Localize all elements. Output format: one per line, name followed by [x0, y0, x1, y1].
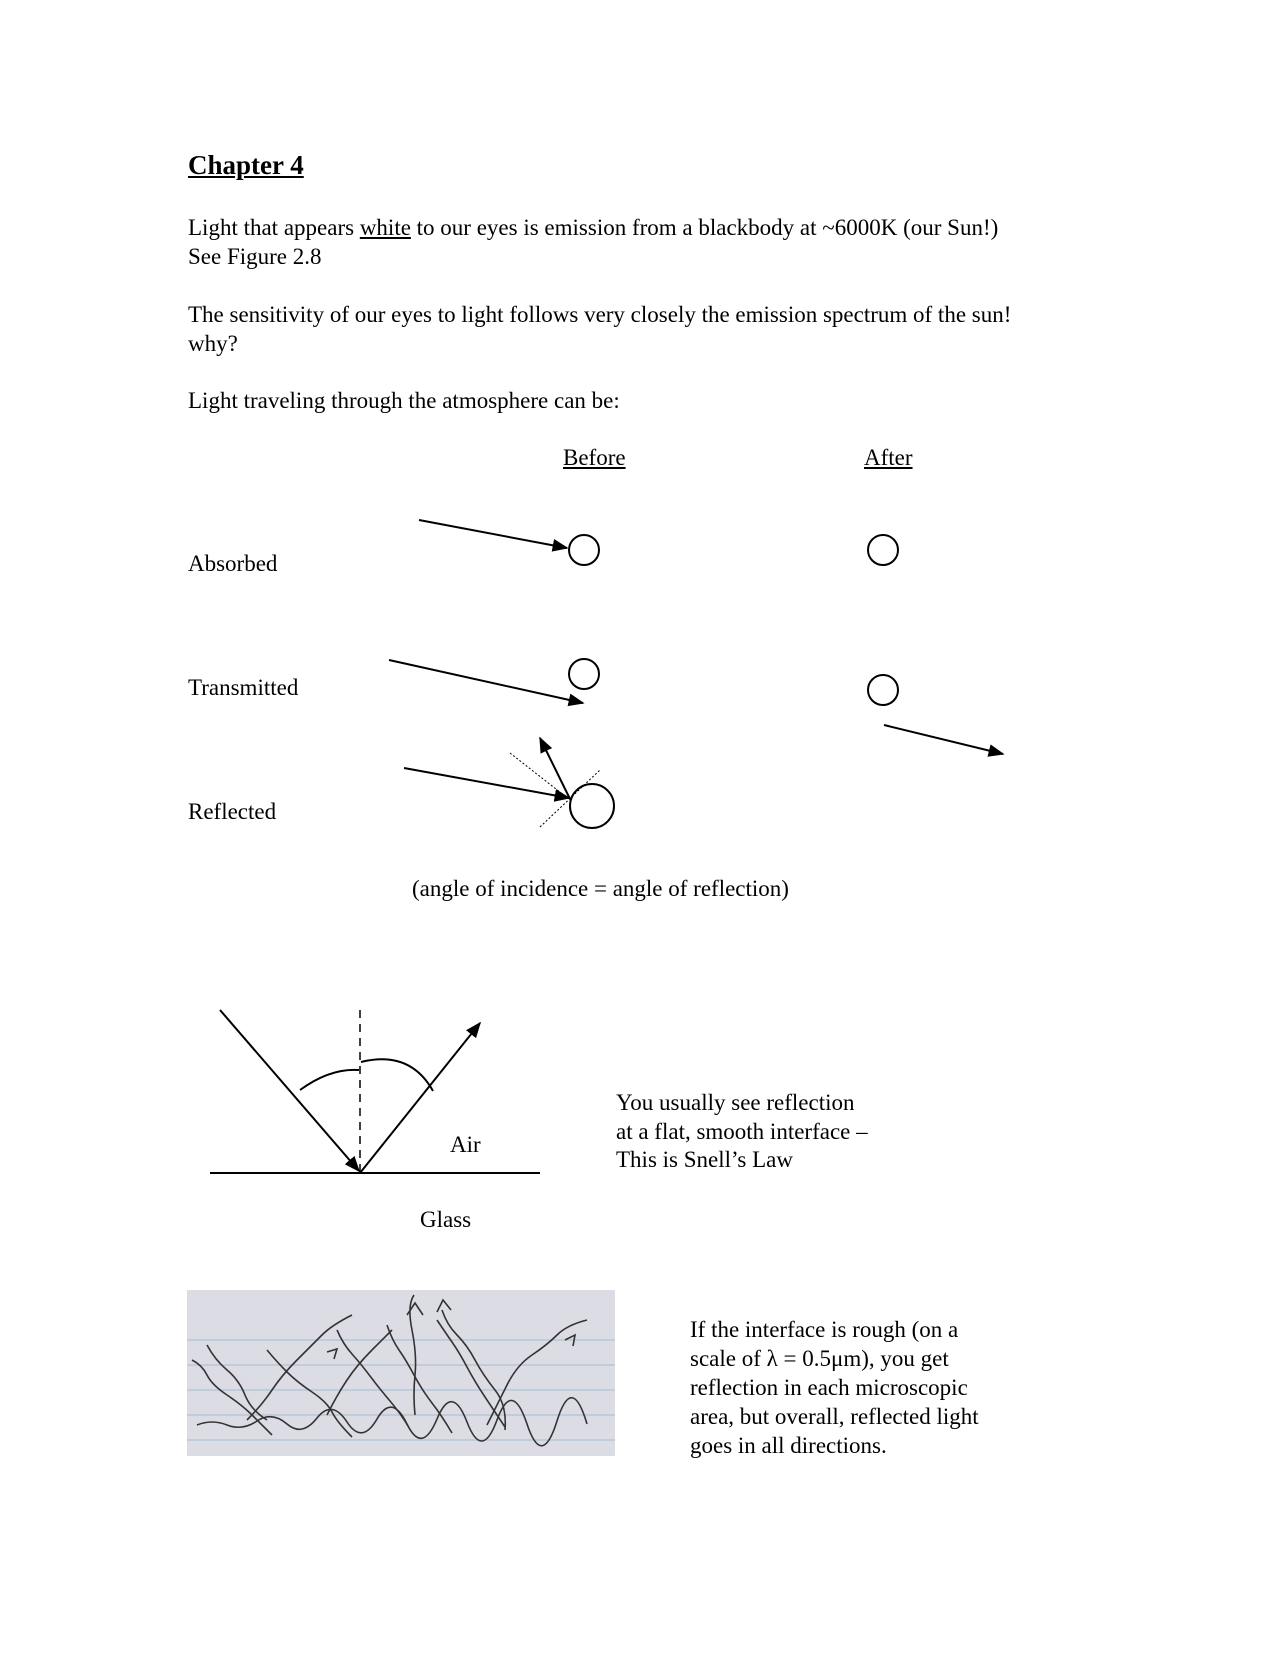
reflection-angle-arc: [361, 1059, 433, 1091]
rough-text-line-1: If the interface is rough (on a: [690, 1317, 959, 1342]
sketch-paper: [187, 1290, 615, 1456]
before-header: Before: [563, 445, 626, 470]
absorbed-before-ray: [419, 520, 567, 548]
row-label-reflected: Reflected: [188, 799, 277, 824]
intro-line-2: See Figure 2.8: [188, 244, 322, 269]
rough-surface-sketch: [187, 1290, 615, 1456]
reflected-particle: [570, 784, 614, 828]
transmitted-before-ray: [389, 660, 583, 703]
transmitted-before-particle: [569, 659, 599, 689]
atmosphere-lead: Light traveling through the atmosphere can be:: [188, 388, 620, 413]
after-header: After: [864, 445, 913, 470]
intro-text-a: Light that appears: [188, 215, 360, 240]
row-label-absorbed: Absorbed: [188, 551, 278, 576]
row-label-transmitted: Transmitted: [188, 675, 299, 700]
rough-text-line-4: area, but overall, reflected light: [690, 1404, 979, 1429]
intro-text-b: to our eyes is emission from a blackbody at ~6000K (our Sun!): [410, 215, 999, 240]
snell-text-line-2: at a flat, smooth interface –: [616, 1119, 868, 1144]
air-label: Air: [450, 1132, 481, 1157]
incidence-angle-arc: [300, 1070, 359, 1090]
transmitted-after-particle: [868, 675, 898, 705]
absorbed-before-particle: [569, 535, 599, 565]
sensitivity-line-2: why?: [188, 331, 238, 356]
absorbed-after-particle: [868, 535, 898, 565]
angle-caption: (angle of incidence = angle of reflection): [412, 876, 789, 901]
sensitivity-line-1: The sensitivity of our eyes to light follows very closely the emission spectrum of the sun!: [188, 302, 1012, 327]
white-emphasis: white: [359, 215, 411, 240]
incident-ray: [220, 1010, 359, 1171]
snell-text-line-3: This is Snell’s Law: [616, 1147, 793, 1172]
rough-text-line-5: goes in all directions.: [690, 1433, 887, 1458]
reflected-tangent-dotted: [540, 770, 600, 827]
reflected-outgoing-ray: [540, 738, 570, 799]
rough-text-line-3: reflection in each microscopic: [690, 1375, 968, 1400]
glass-label: Glass: [420, 1207, 472, 1232]
reflected-incoming-ray: [404, 768, 569, 798]
transmitted-after-ray: [884, 725, 1003, 754]
snell-text-line-1: You usually see reflection: [616, 1090, 855, 1115]
rough-text-line-2: scale of λ = 0.5μm), you get: [690, 1346, 949, 1371]
page-title: Chapter 4: [188, 150, 304, 180]
